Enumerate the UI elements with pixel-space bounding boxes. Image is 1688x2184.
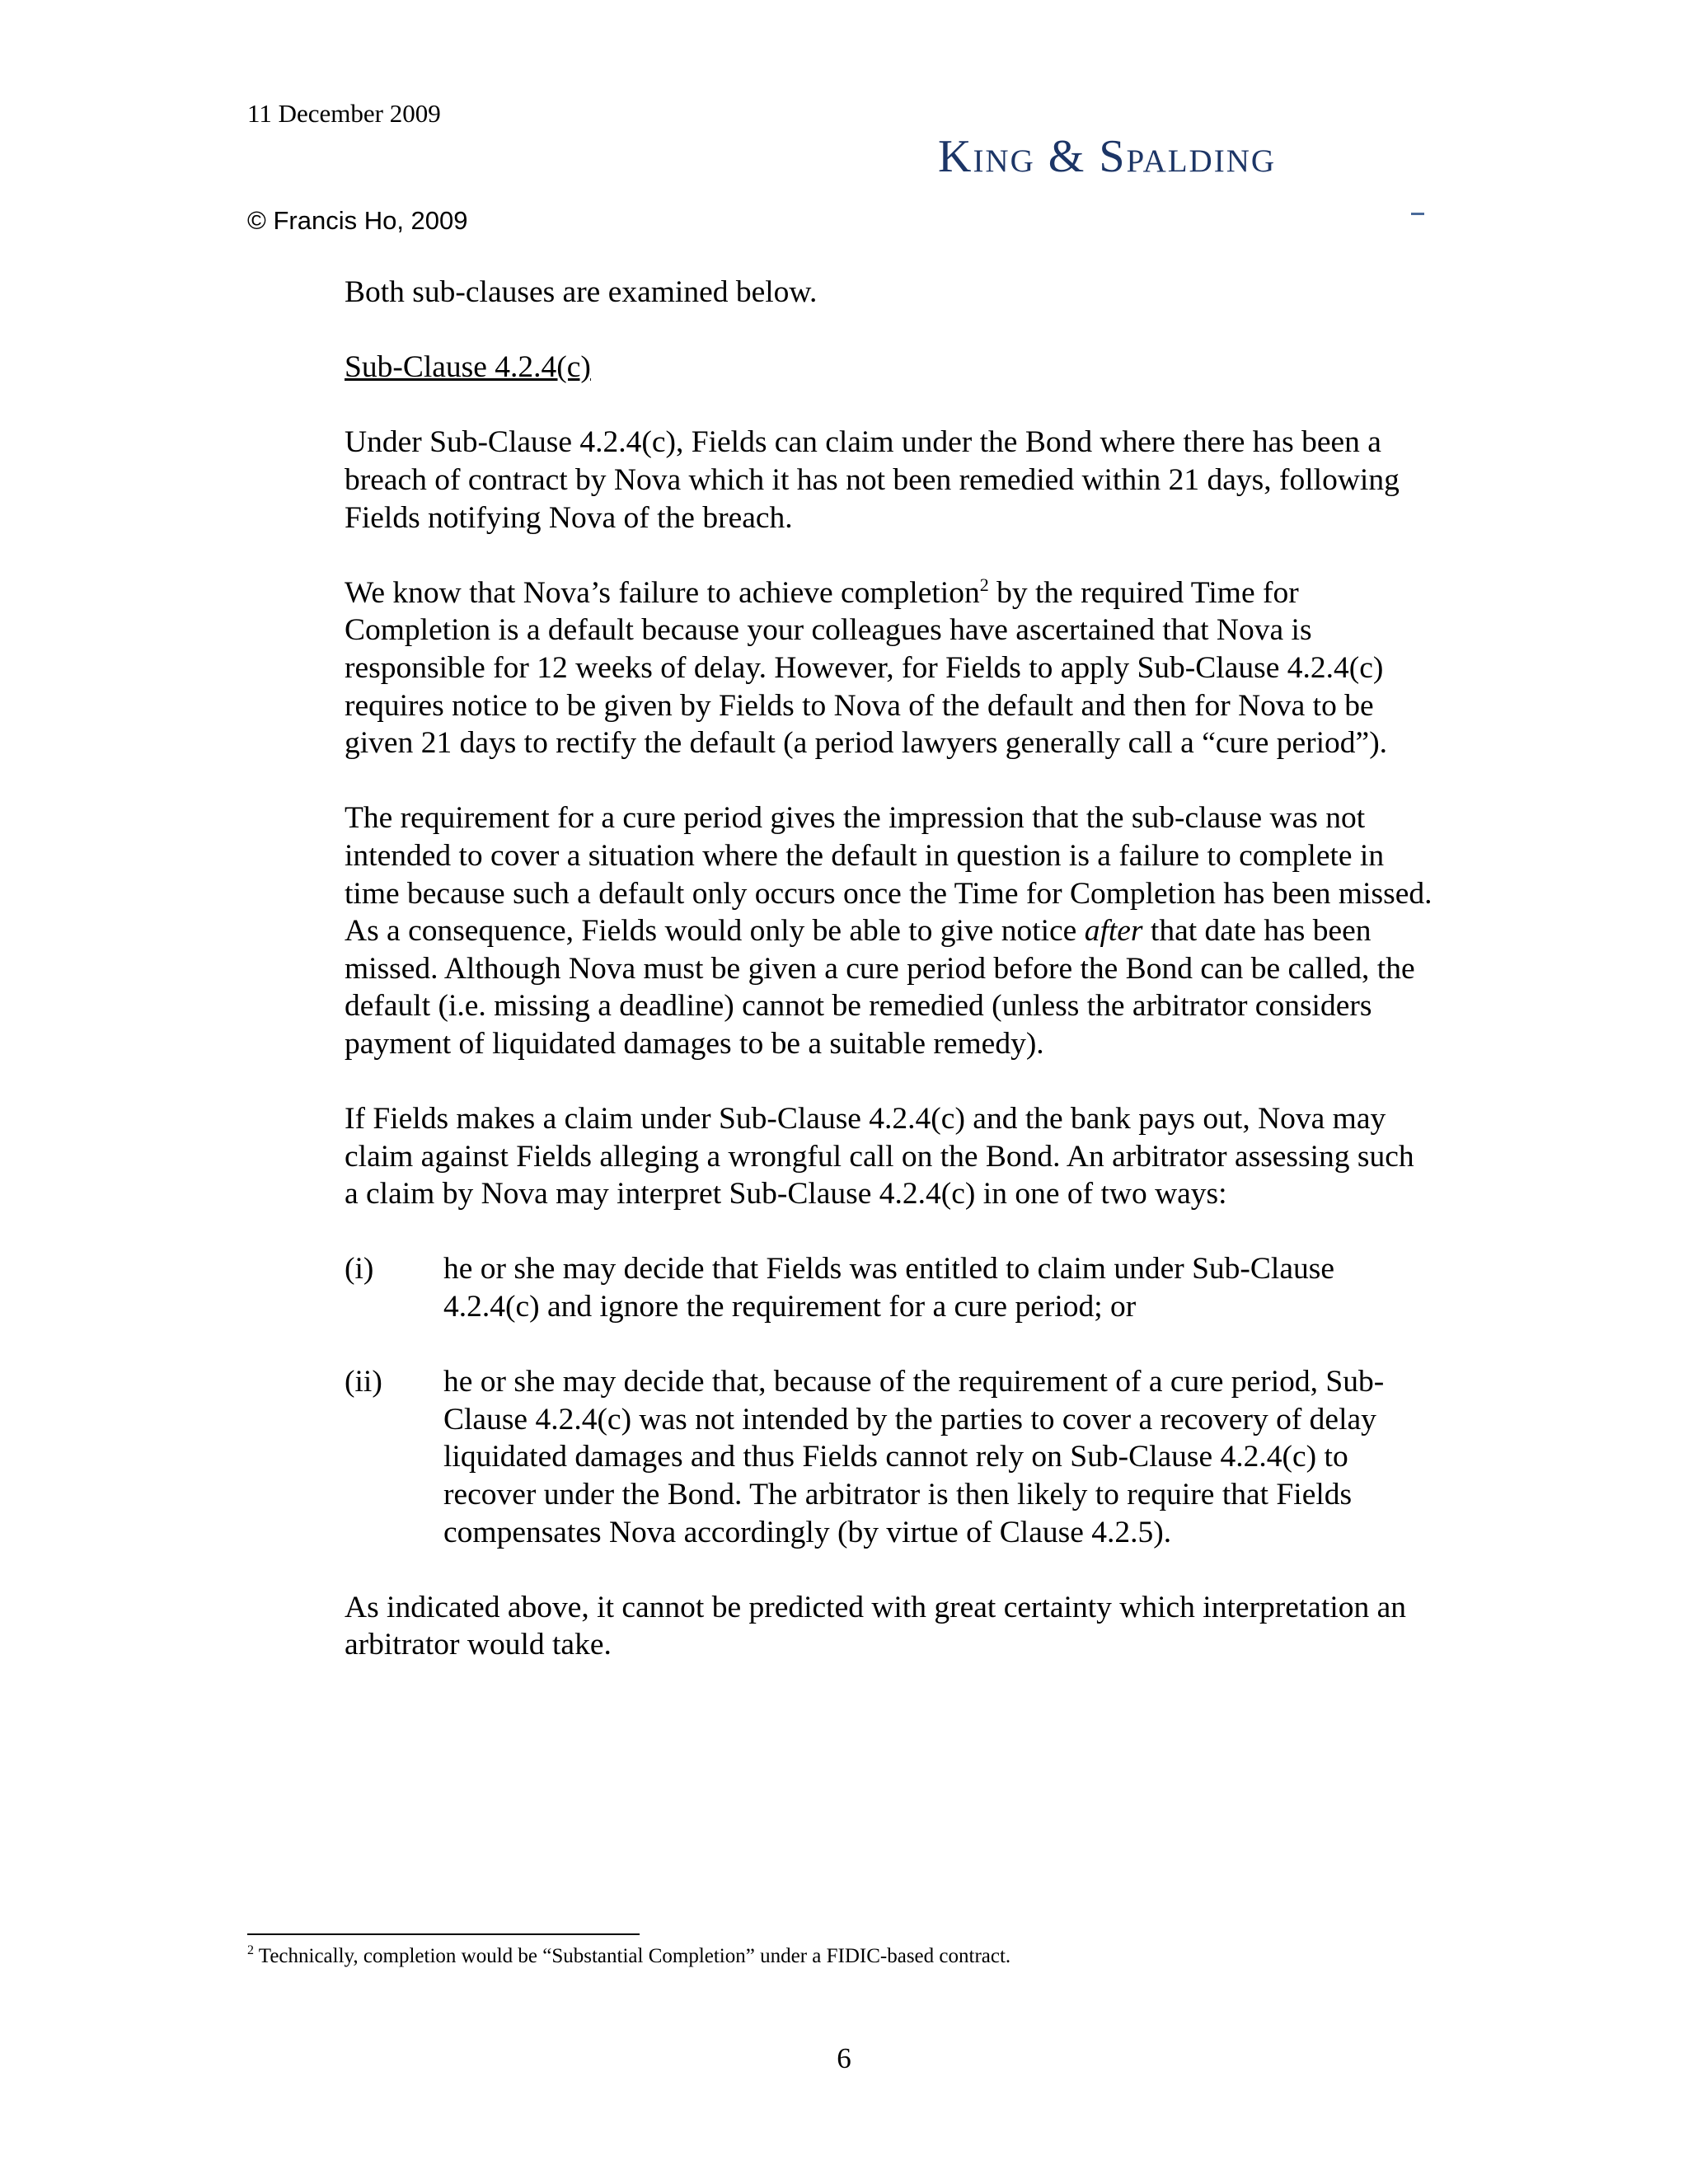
paragraph-4: If Fields makes a claim under Sub-Clause 4.2.4(c) and the bank pays out, Nova may claim against Fields alleging a wrongful call on the Bond. An arbitrator assessing such a claim by Nova may interpret Sub-Clause 4.2.4(c) in one of two ways: [345, 1102, 1414, 1212]
paragraph-3-text-a: The requirement for a cure period gives the impression that the sub-clause was not intended to cover a situation where the default in question is a failure to complete in time because such a default only occurs once the Time for Completion has been missed. As a consequence, Fields would only be able to give notice [345, 801, 1432, 949]
list-item [345, 1363, 1432, 1551]
footnote-number: 2 [247, 1943, 254, 1957]
list-marker: (ii) [345, 1365, 382, 1399]
list-item-text: he or she may decide that, because of the requirement of a cure period, Sub-Clause 4.2.4(c) was not intended by the parties to cover a recovery of delay liquidated damages and thus Fields cannot rely on Sub-Clause 4.2.4(c) to recover under the Bond. The arbitrator is then likely to require that Fields compensates Nova accordingly (by virtue of Clause 4.2.5). [443, 1365, 1385, 1549]
copyright-notice: © Francis Ho, 2009 [247, 206, 468, 235]
document-date: 11 December 2009 [247, 99, 441, 128]
footnote-text: Technically, completion would be “Substantial Completion” under a FIDIC-based contract. [254, 1945, 1011, 1967]
paragraph-1: Under Sub-Clause 4.2.4(c), Fields can claim under the Bond where there has been a breach of contract by Nova which it has not been remedied within 21 days, following Fields notifying Nova of the breach. [345, 425, 1400, 535]
paragraph-3 [345, 799, 1432, 1062]
list-marker: (i) [345, 1252, 374, 1286]
paragraph-2-text-a: We know that Nova’s failure to achieve completion [345, 575, 980, 610]
paragraph-5: As indicated above, it cannot be predicted with great certainty which interpretation an arbitrator would take. [345, 1590, 1407, 1662]
footnote-separator [247, 1933, 640, 1935]
paragraph-2 [345, 574, 1432, 762]
section-heading: Sub-Clause 4.2.4(c) [345, 350, 591, 385]
page-number: 6 [837, 2042, 851, 2074]
footnote-reference: 2 [979, 574, 989, 595]
paragraph-2-text-b: by the required Time for Completion is a default because your colleagues have ascertained that Nova is responsible for 12 weeks of delay. However, for Fields to apply Sub-Clause 4.2.4(c) requires notice to be given by Fields to Nova of the default and then for Nova to be given 21 days to rectify the default (a period lawyers generally call a “cure period”). [345, 575, 1388, 761]
document-body [345, 274, 1432, 1702]
paragraph-3-text-b: that date has been missed. Although Nova must be given a cure period before the Bond can be called, the default (i.e. missing a deadline) cannot be remedied (unless the arbitrator considers payment of liquidated damages to be a suitable remedy). [345, 914, 1415, 1061]
list-item [345, 1250, 1432, 1325]
logo-dash [1411, 213, 1424, 215]
intro-paragraph: Both sub-clauses are examined below. [345, 275, 818, 309]
list-item-text: he or she may decide that Fields was entitled to claim under Sub-Clause 4.2.4(c) and ignore the requirement for a cure period; or [443, 1252, 1334, 1324]
paragraph-3-emphasis: after [1084, 914, 1143, 949]
footnote [247, 1943, 1010, 1970]
firm-logo: King & Spalding [938, 131, 1277, 182]
